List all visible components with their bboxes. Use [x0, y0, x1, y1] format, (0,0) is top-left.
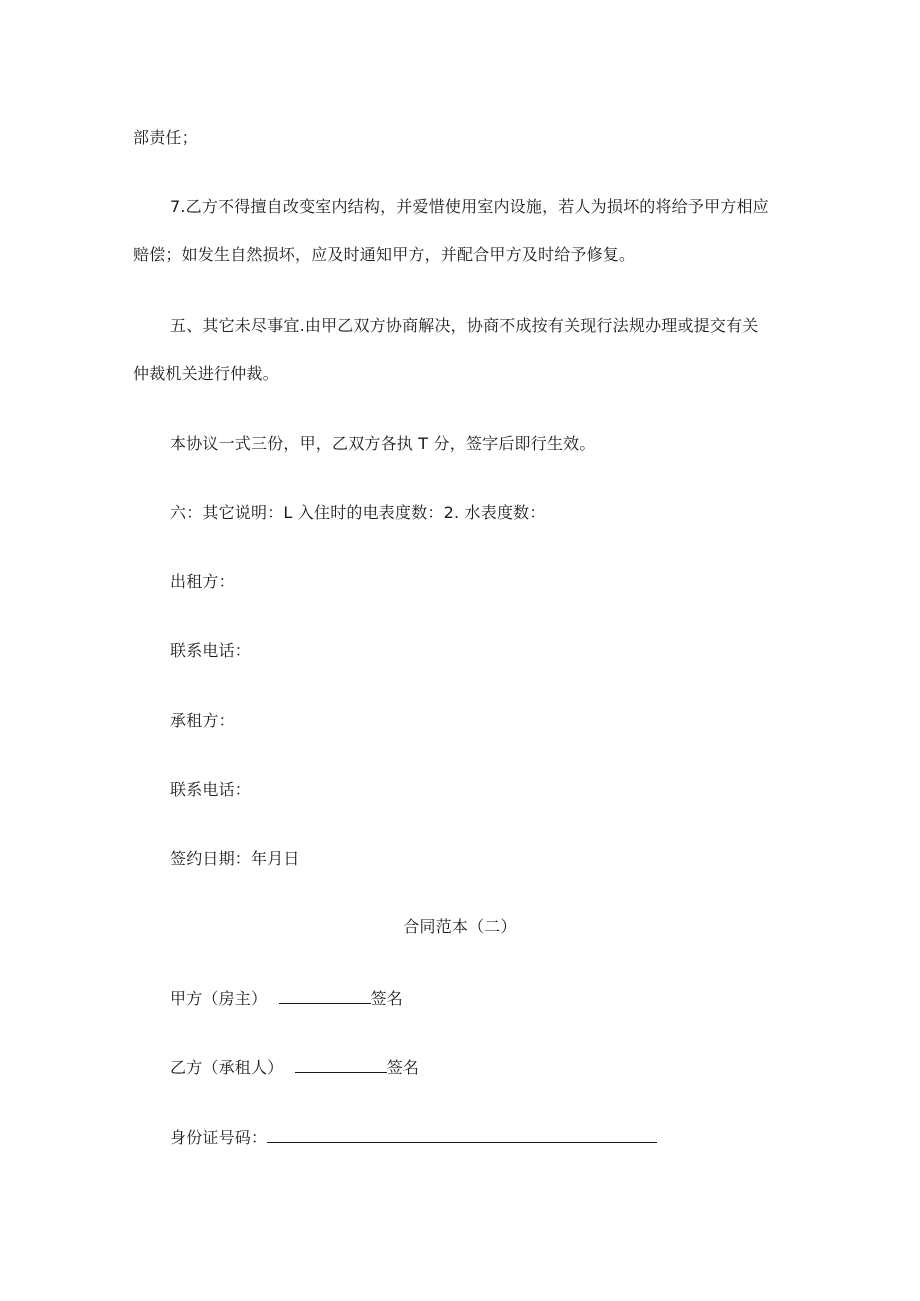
text-line-clause-7-cont: 赔偿；如发生自然损坏，应及时通知甲方，并配合甲方及时给予修复。	[133, 245, 636, 264]
text-line-responsibility-end: 部责任；	[133, 128, 198, 147]
party-b-label: 乙方（承租人）	[170, 1058, 284, 1077]
party-a-label: 甲方（房主）	[170, 989, 268, 1008]
text-line-clause-7: 7.乙方不得擅自改变室内结构，并爱惜使用室内设施，若人为损坏的将给予甲方相应	[170, 197, 769, 216]
text-line-lessor-phone: 联系电话：	[170, 641, 252, 660]
text-line-copies: 本协议一式三份，甲，乙双方各执 T 分，签字后即行生效。	[170, 434, 596, 453]
id-number-blank	[267, 1126, 657, 1143]
party-b-sign: 签名	[386, 1058, 420, 1077]
text-line-lessee-phone: 联系电话：	[170, 780, 252, 799]
text-line-section-6: 六：其它说明：L 入住时的电表度数：2. 水表度数：	[170, 503, 546, 522]
party-b-row	[170, 1056, 419, 1078]
party-a-blank	[279, 987, 371, 1004]
party-b-blank	[295, 1056, 387, 1073]
party-a-sign: 签名	[370, 989, 403, 1008]
text-line-sign-date: 签约日期：年月日	[170, 849, 300, 868]
text-line-section-5: 五、其它未尽事宜.由甲乙双方协商解决，协商不成按有关现行法规办理或提交有关	[170, 316, 759, 335]
id-number-label: 身份证号码：	[170, 1128, 268, 1147]
text-line-section-5-cont: 仲裁机关进行仲裁。	[133, 364, 279, 383]
text-line-lessor: 出租方：	[170, 572, 235, 591]
text-line-lessee: 承租方：	[170, 711, 235, 730]
section-title: 合同范本（二）	[403, 917, 517, 936]
id-number-row	[170, 1126, 657, 1148]
party-a-row	[170, 987, 403, 1009]
